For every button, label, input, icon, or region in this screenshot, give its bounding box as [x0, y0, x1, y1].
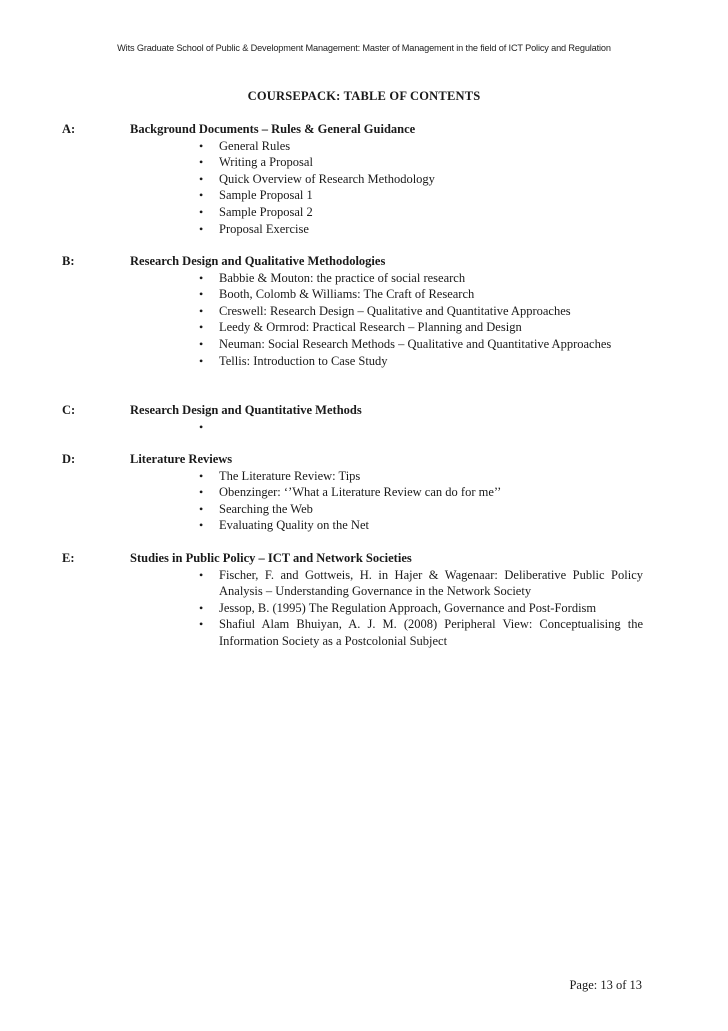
list-item-text: Proposal Exercise [219, 221, 309, 236]
bullet-icon: • [199, 303, 204, 318]
bullet-icon: • [199, 567, 204, 582]
list-item [0, 501, 643, 518]
section-items [0, 138, 728, 238]
section-items [0, 270, 728, 370]
section-items [0, 419, 728, 436]
list-item-text: Jessop, B. (1995) The Regulation Approach, Governance and Post-Fordism [219, 600, 597, 615]
list-item-text: Fischer, F. and Gottweis, H. in Hajer & Wagenaar: Deliberative Public Policy Analysis – Understanding Governance in the Network Society [219, 567, 643, 599]
section-letter: E: [62, 551, 75, 565]
list-item [0, 484, 643, 501]
list-item-text: Tellis: Introduction to Case Study [219, 353, 388, 368]
list-item [0, 517, 643, 534]
page-number: Page: 13 of 13 [569, 978, 642, 992]
list-item-text: Creswell: Research Design – Qualitative and Quantitative Approaches [219, 303, 571, 318]
bullet-icon: • [199, 188, 204, 203]
list-item-text: Quick Overview of Research Methodology [219, 171, 435, 186]
bullet-icon: • [199, 270, 204, 285]
section-title: Background Documents – Rules & General Guidance [130, 122, 416, 136]
bullet-icon: • [199, 171, 204, 186]
bullet-icon: • [199, 353, 204, 368]
page-title: COURSEPACK: TABLE OF CONTENTS [247, 89, 481, 103]
list-item-text: Booth, Colomb & Williams: The Craft of Research [219, 287, 475, 302]
bullet-icon: • [199, 155, 204, 170]
list-item [0, 319, 643, 336]
section-items [0, 567, 728, 650]
list-item [0, 353, 643, 370]
list-item-text: Obenzinger: ‘’What a Literature Review can do for me’’ [219, 485, 502, 500]
bullet-icon: • [199, 221, 204, 236]
page-header: Wits Graduate School of Public & Development Management: Master of Management in the field of ICT Policy and Regulation [117, 43, 611, 53]
section-letter: D: [62, 452, 76, 466]
list-item-text: Neuman: Social Research Methods – Qualitative and Quantitative Approaches [219, 336, 612, 351]
list-item-text: Sample Proposal 2 [219, 204, 313, 219]
bullet-icon: • [199, 468, 204, 483]
list-item [0, 303, 643, 320]
bullet-icon: • [199, 204, 204, 219]
section-title: Studies in Public Policy – ICT and Network Societies [130, 551, 412, 565]
list-item [0, 567, 643, 600]
section-letter: B: [62, 254, 75, 268]
list-item [0, 187, 643, 204]
list-item [0, 600, 643, 617]
list-item-text: Writing a Proposal [219, 155, 313, 170]
bullet-icon: • [199, 336, 204, 351]
list-item-text: Babbie & Mouton: the practice of social research [219, 270, 466, 285]
list-item-text: Sample Proposal 1 [219, 188, 313, 203]
section-title: Research Design and Quantitative Methods [130, 403, 362, 417]
bullet-icon: • [199, 320, 204, 335]
bullet-icon: • [199, 617, 204, 632]
list-item [0, 154, 643, 171]
section-title: Research Design and Qualitative Methodologies [130, 254, 386, 268]
section-items [0, 468, 728, 534]
list-item [0, 468, 643, 485]
list-item-text: Evaluating Quality on the Net [219, 518, 369, 533]
list-item [0, 138, 643, 155]
bullet-icon: • [199, 419, 204, 434]
bullet-icon: • [199, 287, 204, 302]
bullet-icon: • [199, 138, 204, 153]
bullet-icon: • [199, 518, 204, 533]
section-letter: A: [62, 122, 76, 136]
list-item-text: Shafiul Alam Bhuiyan, A. J. M. (2008) Peripheral View: Conceptualising the Information Society as a Postcolonial Subject [219, 617, 643, 648]
list-item [0, 204, 643, 221]
list-item-text: The Literature Review: Tips [219, 468, 361, 483]
list-item [0, 286, 643, 303]
list-item [0, 221, 643, 238]
bullet-icon: • [199, 501, 204, 516]
section-title: Literature Reviews [130, 452, 233, 466]
list-item-text: Searching the Web [219, 501, 313, 516]
list-item [0, 270, 643, 287]
list-item [0, 419, 643, 436]
section-letter: C: [62, 403, 76, 417]
bullet-icon: • [199, 600, 204, 615]
list-item [0, 616, 643, 649]
bullet-icon: • [199, 485, 204, 500]
list-item-text: General Rules [219, 138, 291, 153]
list-item-text: Leedy & Ormrod: Practical Research – Planning and Design [219, 320, 522, 335]
list-item [0, 336, 643, 353]
list-item [0, 171, 643, 188]
